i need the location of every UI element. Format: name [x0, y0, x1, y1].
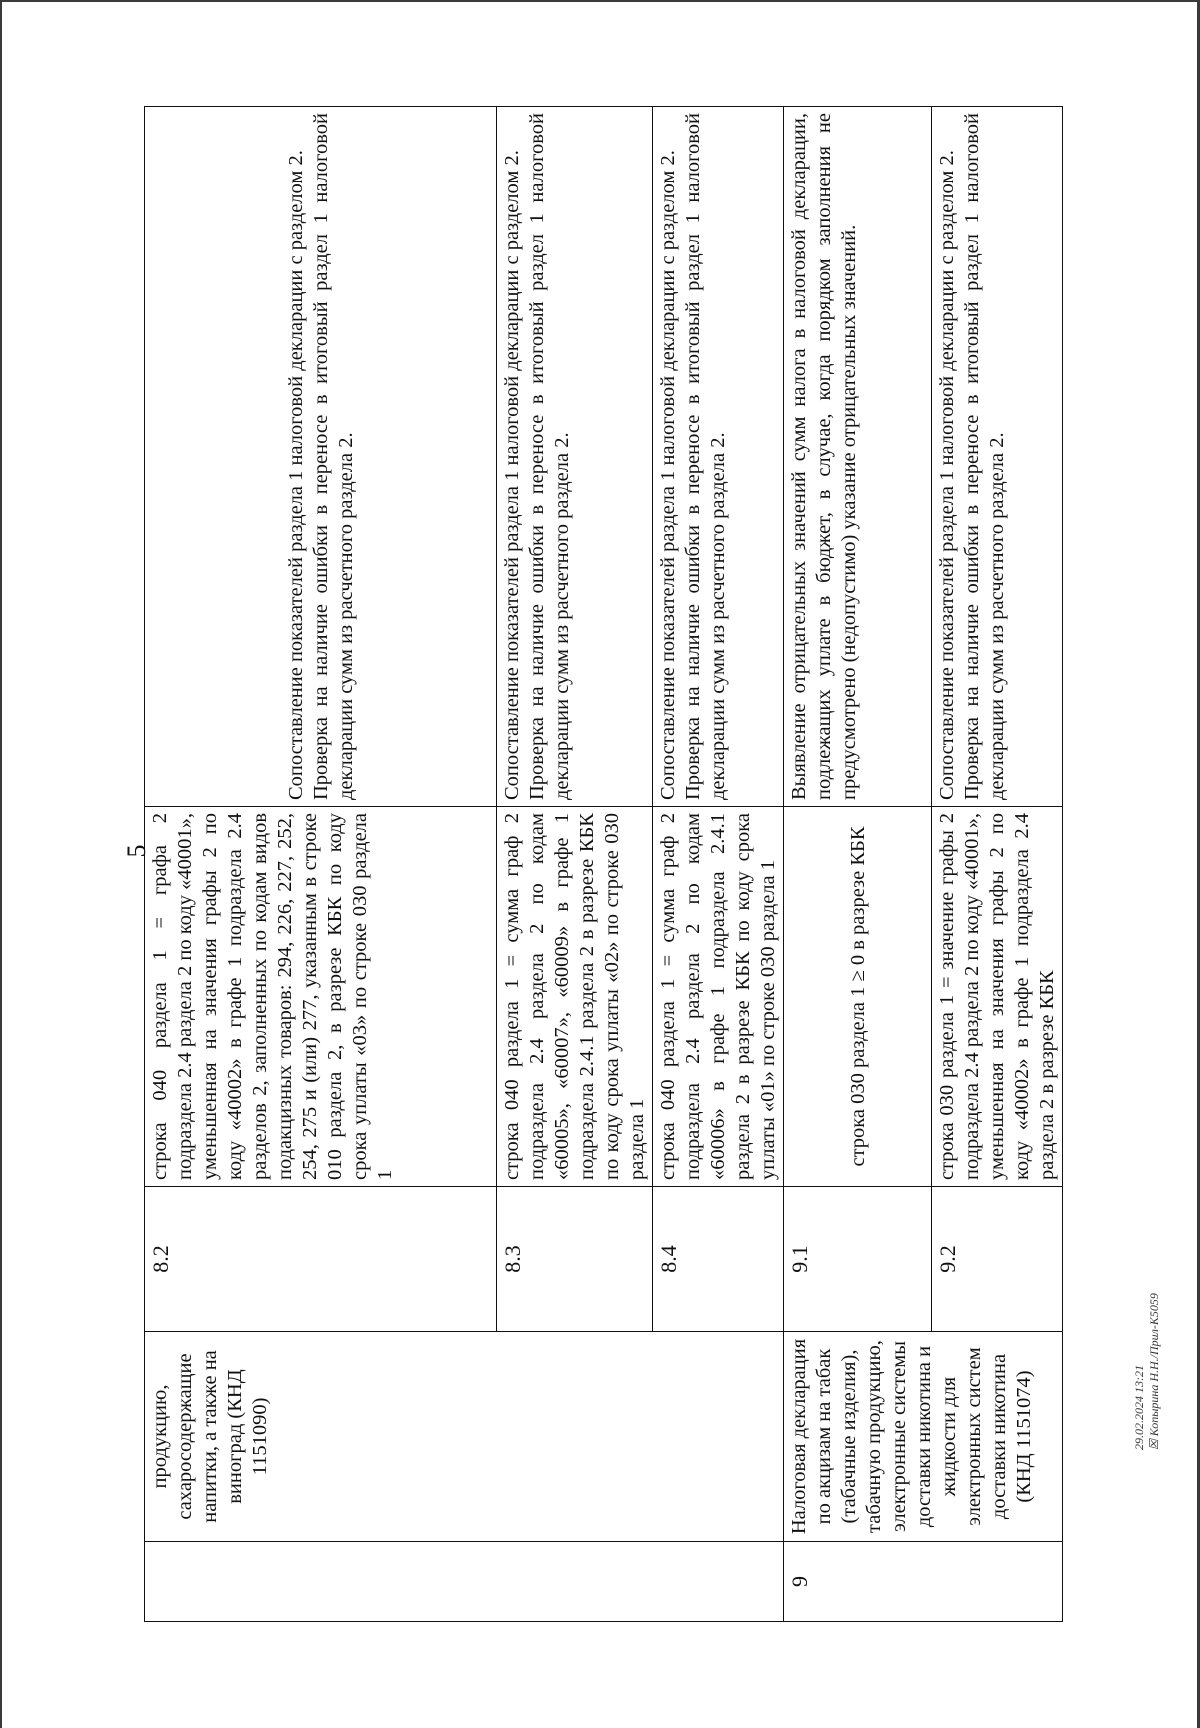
table-row: [784, 107, 932, 1622]
ratio-description: [497, 107, 653, 807]
ratio-formula: строка 040 раздела 1 = сумма граф 2 подраздела 2.4 раздела 2 по кодам «60005», «60007», «60009» в графе 1 подраздела 2.4.1 раздела 2 в разрезе КБК по коду срока уплаты «02» по строке 030 раздела 1: [497, 807, 653, 1187]
ratio-formula: строка 040 раздела 1 = сумма граф 2 подраздела 2.4 раздела 2 по кодам «60006» в графе 1 подраздела 2.4.1 раздела 2 в разрезе КБК по коду срока уплаты «01» по строке 030 раздела 1: [653, 807, 784, 1187]
description-text: Проверка на наличие ошибки в переносе в итоговый раздел 1 налоговой декларации сумм из расчетного раздела 2.: [961, 113, 1008, 800]
stamp-datetime: 29.02.2024 13:21: [1132, 1365, 1146, 1450]
declaration-name: продукцию, сахаросодержащие напитки, а также на виноград (КНД 1151090): [145, 1332, 784, 1542]
description-text: Выявление отрицательных значений сумм налога в налоговой декларации, подлежащих уплате в бюджет, в случае, когда порядком заполнения не предусмотрено (недопустимо) указание отрицательных значений.: [788, 113, 860, 800]
ratio-number: 8.4: [653, 1187, 784, 1332]
ratio-number: 9.1: [784, 1187, 932, 1332]
scan-edge-top: [0, 0, 1200, 2]
ratio-description: [784, 107, 932, 807]
description-text: Сопоставление показателей раздела 1 налоговой декларации с разделом 2.: [936, 150, 958, 800]
ratio-number: 9.2: [932, 1187, 1063, 1332]
description-text: Проверка на наличие ошибки в переносе в итоговый раздел 1 налоговой декларации сумм из расчетного раздела 2.: [526, 113, 573, 800]
description-text: Сопоставление показателей раздела 1 налоговой декларации с разделом 2.: [501, 150, 523, 800]
table-row: [145, 107, 497, 1622]
control-ratios-table: [144, 106, 1063, 1622]
description-text: Сопоставление показателей раздела 1 налоговой декларации с разделом 2.: [284, 150, 307, 800]
description-text: Сопоставление показателей раздела 1 налоговой декларации с разделом 2.: [657, 150, 679, 800]
description-text: Проверка на наличие ошибки в переносе в итоговый раздел 1 налоговой декларации сумм из расчетного раздела 2.: [309, 113, 357, 800]
ratio-description: [145, 107, 497, 807]
ratio-description: [653, 107, 784, 807]
page-number: 5: [122, 844, 151, 858]
ratio-number: 8.2: [145, 1187, 497, 1332]
group-number: 9: [784, 1542, 1063, 1622]
ratio-description: [932, 107, 1063, 807]
ratio-number: 8.3: [497, 1187, 653, 1332]
ratio-formula: строка 030 раздела 1 = значение графы 2 подраздела 2.4 раздела 2 по коду «40001», уменьшенная на значения графы 2 по коду «40002» в графе 1 подраздела 2.4 раздела 2 в разрезе КБК: [932, 807, 1063, 1187]
scan-edge-left: [0, 0, 2, 1728]
rotated-page: [100, 105, 1080, 1625]
ratio-formula: строка 030 раздела 1 ≥ 0 в разрезе КБК: [784, 807, 932, 1187]
stamp-line: ☒ Копырина Н.Н./Прил-К5059: [1147, 1293, 1161, 1450]
group-number-cell: [145, 1542, 784, 1622]
ratio-formula: строка 040 раздела 1 = графа 2 подраздела 2.4 раздела 2 по коду «40001», уменьшенная на значения графы 2 по коду «40002» в графе 1 подраздела 2.4 разделов 2, заполненных по кодам видов подакцизных товаров: 294, 226, 227, 252, 254, 275 и (или) 277, указанным в строке 010 раздела 2, в разрезе КБК по коду срока уплаты «03» по строке 030 раздела 1: [145, 807, 497, 1187]
declaration-name: Налоговая декларация по акцизам на табак (табачные изделия), табачную продукцию, электронные системы доставки никотина и жидкости для электронных систем доставки никотина (КНД 1151074): [784, 1332, 1063, 1542]
registration-stamp: [1132, 1180, 1172, 1450]
description-text: Проверка на наличие ошибки в переносе в итоговый раздел 1 налоговой декларации сумм из расчетного раздела 2.: [682, 113, 729, 800]
